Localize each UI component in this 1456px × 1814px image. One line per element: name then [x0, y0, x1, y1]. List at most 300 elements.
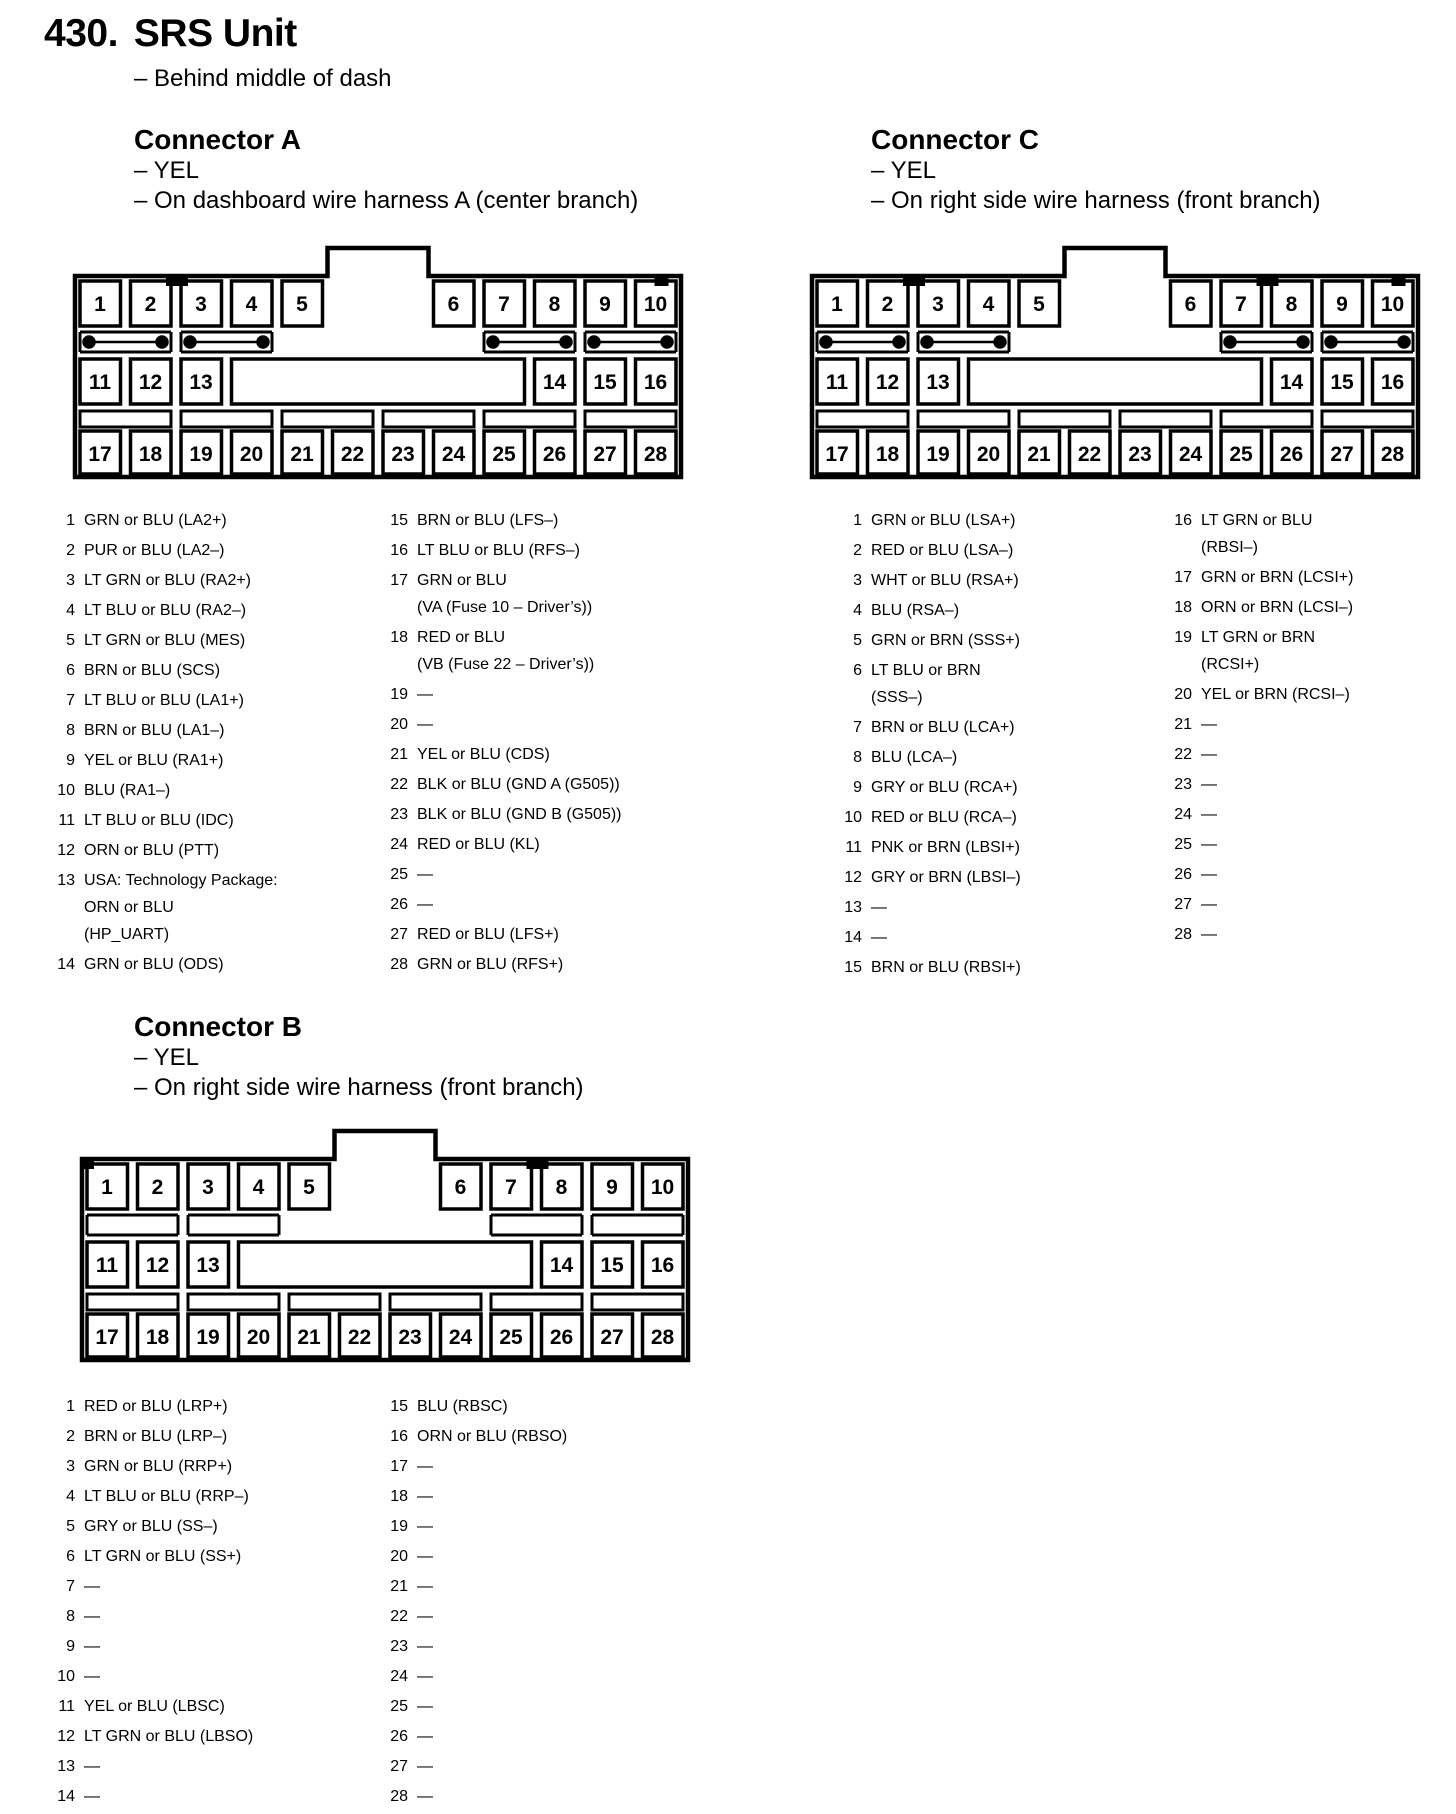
pin-description-line: LT GRN or BLU (LBSO): [84, 1728, 254, 1745]
pin-description: [84, 567, 251, 594]
connector-a-pin-5: 5: [296, 293, 308, 316]
connector-c-pin-8: 8: [1285, 293, 1298, 316]
pin-description-line: GRN or BLU (ODS): [84, 956, 224, 973]
pin-description: [871, 744, 957, 771]
pin-description-line: YEL or BRN (RCSI–): [1201, 686, 1350, 703]
connector-c-pin-22: 22: [1077, 443, 1102, 466]
pin-description-line: —: [84, 1788, 100, 1805]
pin-number: 28: [1174, 926, 1192, 943]
pin-description-line: RED or BLU (LFS+): [417, 926, 559, 943]
connector-a-pin-14: 14: [542, 371, 567, 394]
pin-number: 17: [390, 1458, 408, 1475]
connector-a-pin-row: [66, 627, 246, 654]
connector-b-pin-row: [66, 1543, 242, 1570]
pin-description: [84, 627, 245, 654]
connector-a-pin-row: [390, 537, 581, 564]
connector-c-location: – On right side wire harness (front branch): [871, 187, 1321, 214]
pin-number: 7: [66, 1578, 75, 1595]
pin-description: [417, 1483, 433, 1510]
connector-c-pin-19: 19: [926, 443, 950, 466]
connector-b-pin-row: [57, 1783, 100, 1810]
pin-description-line: BRN or BLU (RBSI+): [871, 959, 1021, 976]
connector-b-pin-14: 14: [549, 1254, 574, 1277]
pin-description-line: BLU (RBSC): [417, 1398, 508, 1415]
connector-c-pin-15: 15: [1330, 371, 1354, 394]
connector-a-pin-row: [390, 507, 559, 534]
pin-description-line: WHT or BLU (RSA+): [871, 572, 1019, 589]
connector-b-pin-7: 7: [505, 1176, 517, 1199]
connector-a-pin-18: 18: [138, 443, 163, 466]
connector-b-pin-row: [66, 1483, 249, 1510]
pin-number: 12: [844, 869, 862, 886]
pin-description: [871, 774, 1018, 801]
connector-c-pin-row: [1174, 594, 1354, 621]
connector-c-pin-row: [853, 627, 1020, 654]
connector-a-pin-row: [66, 507, 227, 534]
connector-a-pin-3: 3: [195, 293, 207, 316]
pin-description-line: USA: Technology Package:: [84, 872, 278, 889]
connector-b-pin-13: 13: [196, 1254, 220, 1277]
connector-a-pin-row: [390, 567, 593, 621]
connector-a-pin-row: [390, 951, 564, 978]
connector-c-pin-row: [844, 924, 887, 951]
pin-number: 7: [66, 692, 75, 709]
pin-number: 22: [390, 1608, 408, 1625]
page-heading: SRS Unit: [133, 12, 297, 55]
connector-a-pin-row: [57, 951, 224, 978]
connector-b-pin-row: [390, 1423, 568, 1450]
connector-a-pin-9: 9: [599, 293, 611, 316]
pin-description-line: —: [417, 686, 433, 703]
connector-a-pin-row: [57, 837, 220, 864]
pin-description: [84, 1663, 100, 1690]
connector-a-pin-26: 26: [542, 443, 567, 466]
connector-c-pin-16: 16: [1380, 371, 1405, 394]
pin-description: [417, 741, 550, 768]
pin-description: [1201, 564, 1353, 591]
pin-number: 27: [390, 926, 408, 943]
connector-b-pin-6: 6: [454, 1176, 467, 1199]
pin-description-line: —: [417, 1788, 433, 1805]
pin-description: [84, 1573, 100, 1600]
connector-c-pin-row: [853, 507, 1016, 534]
pin-description-line: LT BLU or BLU (IDC): [84, 812, 234, 829]
pin-number: 5: [66, 632, 75, 649]
pin-description: [417, 1783, 433, 1810]
connector-b-pin-16: 16: [650, 1254, 675, 1277]
pin-description-line: GRN or BRN (SSS+): [871, 632, 1020, 649]
pin-number: 11: [58, 812, 75, 829]
pin-number: 6: [853, 662, 862, 679]
connector-b-pin-11: 11: [95, 1254, 119, 1277]
pin-number: 23: [390, 806, 408, 823]
connector-a-pin-28: 28: [643, 443, 668, 466]
connector-a-title: Connector A: [134, 124, 301, 155]
pin-description: [417, 1693, 433, 1720]
connector-c-pin-26: 26: [1279, 443, 1304, 466]
pin-description-line: BLU (LCA–): [871, 749, 958, 766]
pin-description: [1201, 624, 1315, 678]
connector-a-pin-6: 6: [447, 293, 460, 316]
page-number: 430.: [44, 12, 118, 55]
connector-c-color: – YEL: [871, 157, 936, 184]
pin-number: 10: [57, 1668, 75, 1685]
connector-c-pin-row: [1174, 861, 1217, 888]
pin-number: 8: [66, 722, 75, 739]
pin-number: 17: [390, 572, 408, 589]
pin-description-line: BLU (RA1–): [84, 782, 171, 799]
pin-description: [417, 1723, 433, 1750]
connector-a-pin-25: 25: [492, 443, 516, 466]
page-title: [44, 12, 297, 56]
connector-c-pin-row: [1174, 831, 1217, 858]
pin-number: 2: [66, 1428, 75, 1445]
connector-b-pin-22: 22: [347, 1326, 372, 1349]
pin-description-line: —: [417, 1548, 433, 1565]
pin-description-line: —: [417, 896, 433, 913]
pin-description-line: —: [417, 1668, 433, 1685]
connector-c-pin-row: [853, 774, 1018, 801]
pin-description: [871, 507, 1015, 534]
connector-b-pin-2: 2: [151, 1176, 164, 1199]
pin-number: 5: [853, 632, 862, 649]
pin-description-line: GRN or BLU (RRP+): [84, 1458, 233, 1475]
pin-description-line: LT GRN or BLU: [1201, 512, 1313, 529]
pin-description: [84, 657, 220, 684]
pin-number: 3: [66, 1458, 75, 1475]
pin-description-line: —: [417, 1608, 433, 1625]
connector-b-pin-9: 9: [606, 1176, 618, 1199]
pin-number: 16: [390, 542, 408, 559]
pin-number: 19: [390, 1518, 408, 1535]
connector-a-pin-row: [390, 891, 433, 918]
pin-description-line: GRN or BRN (LCSI+): [1201, 569, 1354, 586]
connector-b-pin-12: 12: [145, 1254, 170, 1277]
connector-c-pin-25: 25: [1229, 443, 1253, 466]
connector-c-pin-row: [853, 567, 1019, 594]
connector-a-pin-27: 27: [593, 443, 617, 466]
connector-a-pin-16: 16: [643, 371, 668, 394]
pin-description-line: —: [84, 1668, 100, 1685]
connector-b-pin-21: 21: [297, 1326, 321, 1349]
connector-a-pin-row: [390, 771, 620, 798]
connector-a-header: [134, 124, 638, 216]
pin-number: 8: [853, 749, 862, 766]
connector-b-pin-row: [66, 1633, 100, 1660]
connector-b-location: – On right side wire harness (front branch): [134, 1074, 584, 1101]
connector-c-pin-row: [1174, 507, 1313, 561]
pin-description-line: LT BLU or BRN: [871, 662, 981, 679]
pin-description: [417, 1543, 433, 1570]
pin-description-line: —: [1201, 866, 1217, 883]
pin-number: 5: [66, 1518, 75, 1535]
pin-description: [84, 1783, 100, 1810]
connector-c-pin-row: [1174, 801, 1217, 828]
pin-description: [871, 627, 1020, 654]
pin-number: 9: [66, 752, 75, 769]
connector-a-pin-row: [390, 711, 433, 738]
pin-description: [1201, 831, 1217, 858]
connector-c-pin-12: 12: [875, 371, 900, 394]
pin-description-line: —: [871, 899, 887, 916]
pin-number: 16: [1174, 512, 1192, 529]
connector-a-pin-7: 7: [498, 293, 510, 316]
pin-number: 4: [66, 1488, 75, 1505]
connector-b-pin-row: [390, 1603, 433, 1630]
connector-a-pin-22: 22: [340, 443, 365, 466]
connector-b-pin-26: 26: [549, 1326, 574, 1349]
pin-description: [871, 567, 1019, 594]
pin-description-line: LT BLU or BLU (RFS–): [417, 542, 581, 559]
pin-description: [417, 831, 540, 858]
pin-description: [84, 1693, 225, 1720]
pin-number: 14: [57, 956, 75, 973]
pin-number: 15: [390, 1398, 408, 1415]
connector-c-pin-row: [853, 597, 960, 624]
connector-c-pin-row: [853, 657, 981, 711]
pin-description: [1201, 921, 1217, 948]
pin-number: 19: [390, 686, 408, 703]
pin-description: [84, 1603, 100, 1630]
pin-number: 2: [66, 542, 75, 559]
pin-number: 23: [1174, 776, 1192, 793]
connector-a-pin-13: 13: [189, 371, 213, 394]
pin-description-line: GRY or BLU (SS–): [84, 1518, 218, 1535]
pin-description-line: LT BLU or BLU (LA1+): [84, 692, 244, 709]
pin-number: 4: [853, 602, 862, 619]
pin-description-line: RED or BLU (LSA–): [871, 542, 1014, 559]
pin-description: [84, 687, 244, 714]
pin-number: 11: [58, 1698, 75, 1715]
connector-a-pin-row: [66, 567, 252, 594]
pin-number: 17: [1174, 569, 1192, 586]
pin-number: 13: [57, 1758, 75, 1775]
connector-a-pin-20: 20: [239, 443, 264, 466]
connector-a-pin-row: [390, 861, 433, 888]
pin-number: 25: [390, 1698, 408, 1715]
connector-b-pin-row: [390, 1783, 433, 1810]
pin-number: 3: [66, 572, 75, 589]
pin-description-line: RED or BLU (LRP+): [84, 1398, 228, 1415]
connector-b-pin-row: [66, 1513, 218, 1540]
connector-b-pin-row: [390, 1693, 433, 1720]
pin-description-line: (RCSI+): [1201, 656, 1260, 673]
pin-description: [84, 747, 223, 774]
pin-description: [1201, 861, 1217, 888]
pin-number: 21: [390, 746, 408, 763]
pin-description-line: YEL or BLU (LBSC): [84, 1698, 225, 1715]
connector-a-pin-row: [66, 747, 224, 774]
pin-description: [417, 567, 592, 621]
pin-description-line: ORN or BLU (RBSO): [417, 1428, 568, 1445]
pin-description: [871, 954, 1021, 981]
connector-b-color: – YEL: [134, 1044, 199, 1071]
pin-description: [417, 537, 580, 564]
connector-a-pin-row: [390, 624, 595, 678]
connector-c-pin-18: 18: [875, 443, 900, 466]
pin-number: 23: [390, 1638, 408, 1655]
pin-description-line: LT BLU or BLU (RRP–): [84, 1488, 249, 1505]
connector-a-pin-row: [390, 831, 540, 858]
pin-description-line: —: [1201, 926, 1217, 943]
connector-a-pin-row: [58, 807, 234, 834]
pin-description: [1201, 891, 1217, 918]
connector-b-pin-row: [57, 1753, 100, 1780]
pin-description-line: —: [1201, 896, 1217, 913]
pin-description: [84, 1483, 249, 1510]
page-subtitle: – Behind middle of dash: [134, 65, 392, 92]
connector-c-pin-7: 7: [1235, 293, 1247, 316]
pin-description-line: BRN or BLU (SCS): [84, 662, 221, 679]
connector-a-pin-21: 21: [290, 443, 314, 466]
connector-c-pin-row: [1174, 921, 1217, 948]
connector-a-pin-2: 2: [144, 293, 157, 316]
pin-description-line: BRN or BLU (LFS–): [417, 512, 559, 529]
connector-b-pin-row: [57, 1663, 100, 1690]
pin-description: [1201, 801, 1217, 828]
pin-description: [84, 1453, 232, 1480]
pin-number: 20: [390, 716, 408, 733]
pin-description-line: RED or BLU (KL): [417, 836, 540, 853]
connector-c-pin-6: 6: [1184, 293, 1197, 316]
connector-c-pin-row: [1174, 681, 1350, 708]
connector-b-pin-row: [390, 1393, 508, 1420]
connector-c-pin-row: [853, 714, 1015, 741]
pin-number: 15: [844, 959, 862, 976]
pin-description-line: —: [84, 1638, 100, 1655]
pin-description: [417, 951, 563, 978]
connector-b-pin-row: [66, 1573, 100, 1600]
pin-number: 2: [853, 542, 862, 559]
pin-description: [84, 1423, 227, 1450]
connector-b-pin-row: [390, 1753, 433, 1780]
pin-description: [1201, 594, 1353, 621]
pin-number: 20: [1174, 686, 1192, 703]
pin-description: [417, 771, 620, 798]
pin-number: 1: [853, 512, 862, 529]
connector-a-pin-row: [66, 537, 225, 564]
connector-a-pin-row: [66, 687, 244, 714]
connector-b-title: Connector B: [134, 1011, 302, 1042]
connector-a-pin-24: 24: [441, 443, 466, 466]
pin-number: 1: [66, 1398, 75, 1415]
pin-description-line: LT BLU or BLU (RA2–): [84, 602, 247, 619]
pin-description-line: YEL or BLU (CDS): [417, 746, 550, 763]
pin-description: [84, 507, 227, 534]
connector-c-pin-28: 28: [1380, 443, 1405, 466]
pin-description: [417, 681, 433, 708]
pin-description-line: YEL or BLU (RA1+): [84, 752, 224, 769]
connector-b-pin-row: [66, 1453, 233, 1480]
connector-c-pin-row: [853, 537, 1014, 564]
pin-number: 3: [853, 572, 862, 589]
pin-description-line: BRN or BLU (LA1–): [84, 722, 225, 739]
connector-a-pin-23: 23: [391, 443, 415, 466]
pin-number: 26: [390, 1728, 408, 1745]
pin-description: [417, 921, 559, 948]
pin-number: 12: [57, 842, 75, 859]
pin-description-line: BLK or BLU (GND A (G505)): [417, 776, 620, 793]
connector-b-pin-8: 8: [555, 1176, 568, 1199]
pin-number: 14: [57, 1788, 75, 1805]
pin-number: 9: [66, 1638, 75, 1655]
pin-number: 9: [853, 779, 862, 796]
connector-c-pin-17: 17: [825, 443, 849, 466]
connector-b-pin-row: [66, 1423, 228, 1450]
pin-number: 18: [1174, 599, 1192, 616]
pin-number: 27: [1174, 896, 1192, 913]
pin-description: [871, 834, 1020, 861]
connector-c-pin-10: 10: [1380, 293, 1405, 316]
pin-number: 4: [66, 602, 75, 619]
connector-b-pin-row: [390, 1663, 433, 1690]
pin-number: 21: [390, 1578, 408, 1595]
pin-description: [1201, 681, 1350, 708]
pin-description: [417, 861, 433, 888]
connector-b-pin-row: [390, 1453, 433, 1480]
pin-description-line: —: [1201, 716, 1217, 733]
pin-description: [871, 864, 1021, 891]
connector-b-pin-5: 5: [303, 1176, 315, 1199]
connector-a-pin-10: 10: [643, 293, 668, 316]
pin-description-line: —: [84, 1758, 100, 1775]
pin-description: [871, 924, 887, 951]
pin-number: 24: [1174, 806, 1192, 823]
pin-description-line: (VB (Fuse 22 – Driver’s)): [417, 656, 595, 673]
pin-number: 6: [66, 662, 75, 679]
pin-description: [1201, 711, 1217, 738]
pin-number: 24: [390, 1668, 408, 1685]
pin-description-line: PNK or BRN (LBSI+): [871, 839, 1020, 856]
pin-description-line: —: [417, 1518, 433, 1535]
pin-description-line: ORN or BLU (PTT): [84, 842, 220, 859]
connector-c-pin-4: 4: [982, 293, 995, 316]
connector-c-pin-row: [853, 744, 958, 771]
connector-c-pin-row: [1174, 564, 1354, 591]
connector-c-pin-row: [1174, 741, 1217, 768]
pin-description: [84, 717, 225, 744]
connector-c-title: Connector C: [871, 124, 1039, 155]
connector-c-pin-row: [1174, 891, 1217, 918]
pin-description-line: —: [417, 1758, 433, 1775]
pin-description-line: LT GRN or BLU (SS+): [84, 1548, 242, 1565]
pin-description: [871, 894, 887, 921]
pin-description: [871, 537, 1013, 564]
pin-description-line: BLU (RSA–): [871, 602, 960, 619]
connector-c-pin-row: [1174, 624, 1316, 678]
pin-description-line: BRN or BLU (LCA+): [871, 719, 1015, 736]
pin-description: [84, 1633, 100, 1660]
connector-c-pin-20: 20: [976, 443, 1001, 466]
pin-description: [84, 1723, 253, 1750]
connector-a-pin-11: 11: [88, 371, 112, 394]
pin-description: [84, 867, 278, 948]
pin-number: 13: [57, 872, 75, 889]
pin-number: 10: [844, 809, 862, 826]
pin-description-line: —: [417, 716, 433, 733]
connector-b-pin-20: 20: [246, 1326, 271, 1349]
pin-description: [84, 837, 219, 864]
connector-c-pin-1: 1: [831, 293, 843, 316]
connector-b-pin-row: [58, 1693, 225, 1720]
connector-b-pin-1: 1: [101, 1176, 113, 1199]
connector-b-pin-27: 27: [600, 1326, 624, 1349]
pin-description: [84, 1513, 218, 1540]
pin-number: 22: [390, 776, 408, 793]
connector-b-pin-19: 19: [196, 1326, 220, 1349]
pin-number: 26: [1174, 866, 1192, 883]
pin-description-line: LT GRN or BLU (RA2+): [84, 572, 252, 589]
